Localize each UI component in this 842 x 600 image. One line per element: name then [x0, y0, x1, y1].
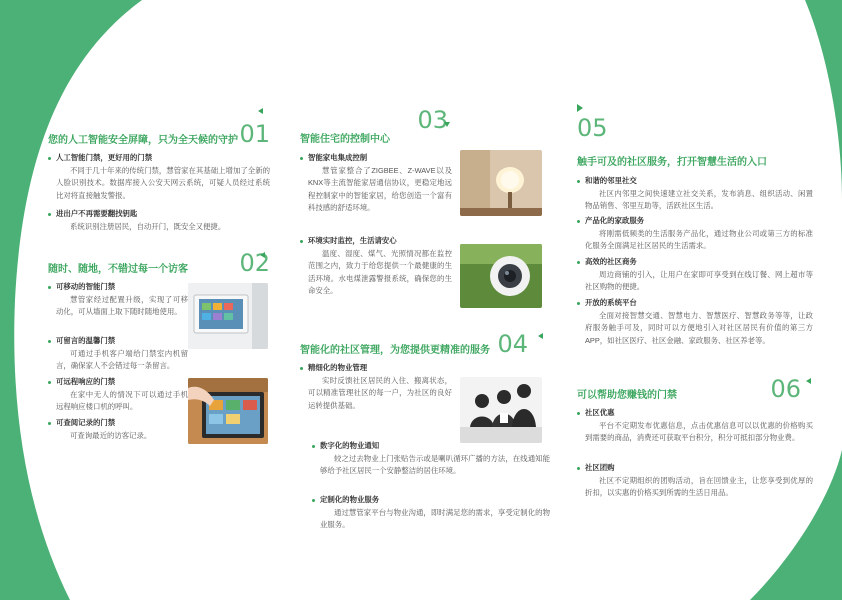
- triangle-marker: [258, 108, 263, 114]
- bullet-icon: [312, 445, 315, 448]
- list-item: [577, 175, 813, 213]
- section-number: 01: [239, 120, 270, 148]
- lamp-room-photo: [460, 150, 542, 216]
- item-title: 进出户不再需要翻找钥匙: [56, 209, 138, 218]
- list-item: [577, 297, 813, 347]
- item-title: 智能家电集成控制: [308, 153, 368, 162]
- section-number: 06: [770, 375, 801, 403]
- item-body: 将刚需低频类的生活服务产品化，通过物业公司或第三方的标准化服务全面满足社区居民的生活需求。: [585, 228, 813, 251]
- list-item: [577, 462, 813, 500]
- bullet-icon: [577, 261, 580, 264]
- item-body: 不同于几十年来的传统门禁，慧管家在其基础上增加了全新的人脸识别技术。数据库接入公安天网云系统，可疑人员经过系统比对将直接触发警报。: [56, 165, 270, 200]
- triangle-marker: [538, 333, 543, 339]
- hand-touch-screen-photo: [188, 378, 268, 444]
- bullet-icon: [48, 213, 51, 216]
- section-number: 05: [577, 114, 608, 142]
- item-title: 开放的系统平台: [585, 298, 637, 307]
- item-body: 社区内邻里之间快速建立社交关系，发布消息、组织活动、闲置物品销售、邻里互助等，活跃社区生活。: [585, 188, 813, 211]
- bullet-icon: [48, 381, 51, 384]
- bullet-icon: [300, 367, 303, 370]
- bullet-icon: [312, 499, 315, 502]
- triangle-marker: [806, 378, 811, 384]
- list-item: [48, 376, 188, 414]
- list-item: [48, 281, 188, 319]
- section-06-header: [577, 377, 801, 401]
- list-item: [48, 152, 270, 202]
- item-title: 高效的社区商务: [585, 257, 637, 266]
- item-title: 数字化的物业通知: [320, 441, 380, 450]
- triangle-marker: [260, 252, 265, 258]
- section-number: 02: [239, 249, 270, 277]
- item-body: 慧管家整合了ZIGBEE、Z-WAVE以及KNX等主流智能家居通信协议，更稳定地远程控制家中的智能家居，给您创造一个富有科技感的舒适环境。: [308, 165, 452, 213]
- section-01-header: [48, 122, 270, 146]
- item-body: 实时反馈社区居民的入住、搬离状态，可以精准管理社区的每一户，为社区的良好运转提供基础。: [308, 375, 452, 410]
- item-title: 可查阅记录的门禁: [56, 418, 116, 427]
- item-body: 系统识别注册居民，自动开门，既安全又便捷。: [70, 221, 226, 231]
- bullet-icon: [577, 302, 580, 305]
- item-title: 社区团购: [585, 463, 615, 472]
- section-title: 可以帮助您赚钱的门禁: [577, 390, 677, 401]
- list-item: [312, 494, 550, 532]
- section-number: 04: [497, 330, 528, 358]
- list-item: [300, 362, 452, 412]
- list-item: [312, 440, 550, 478]
- bullet-icon: [48, 286, 51, 289]
- section-02-header: [48, 251, 270, 275]
- item-body: 通过慧管家平台与物业沟通，即时满足您的需求，享受定制化的物业服务。: [320, 507, 550, 530]
- bullet-icon: [300, 157, 303, 160]
- list-item: [577, 256, 813, 294]
- item-title: 环境实时监控，生活请安心: [308, 236, 397, 245]
- section-03-num-row: [300, 108, 448, 132]
- item-title: 定制化的物业服务: [320, 495, 380, 504]
- list-item: [48, 417, 188, 442]
- section-number: 03: [417, 106, 448, 134]
- item-title: 和谐的邻里社交: [585, 176, 637, 185]
- section-title: 智能化的社区管理，为您提供更精准的服务: [300, 345, 490, 356]
- list-item: [300, 152, 452, 215]
- section-04-header: [300, 332, 528, 356]
- item-body: 周边商铺的引入，让用户在家即可享受到在线订餐、网上超市等社区购物的便捷。: [585, 269, 813, 292]
- item-title: 可远程响应的门禁: [56, 377, 116, 386]
- bullet-icon: [300, 240, 303, 243]
- item-body: 在家中无人的情况下可以通过手机远程响应楼口机的呼叫。: [56, 389, 188, 412]
- item-title: 社区优惠: [585, 408, 615, 417]
- smart-panel-photo: [188, 283, 268, 349]
- bullet-icon: [577, 180, 580, 183]
- list-item: [300, 235, 452, 298]
- item-title: 人工智能门禁，更好用的门禁: [56, 153, 153, 162]
- item-body: 社区不定期组织的团购活动，旨在回馈业主，让您享受到优厚的折扣，以实惠的价格买到所需的生活日用品。: [585, 475, 813, 498]
- item-title: 精细化的物业管理: [308, 363, 368, 372]
- item-body: 较之过去物业上门张贴告示或是喇叭循环广播的方法，在线通知能够给予社区居民一个安静整洁的居住环境。: [320, 453, 550, 476]
- list-item: [48, 208, 270, 233]
- list-item: [48, 335, 188, 373]
- item-body: 平台不定期发布优惠信息，点击优惠信息可以以优惠的价格购买到需要的商品，消费还可获取平台积分，积分可抵扣部分物业费。: [585, 420, 813, 443]
- list-item: [577, 407, 813, 445]
- section-title: 随时、随地，不错过每一个访客: [48, 264, 188, 275]
- bullet-icon: [48, 422, 51, 425]
- triangle-marker: [444, 122, 450, 127]
- item-title: 可留言的温馨门禁: [56, 336, 116, 345]
- item-title: 产品化的家政服务: [585, 216, 645, 225]
- item-body: 可查询最近的访客记录。: [70, 430, 152, 440]
- item-title: 可移动的智能门禁: [56, 282, 116, 291]
- camera-photo: [460, 244, 542, 308]
- bullet-icon: [48, 157, 51, 160]
- bullet-icon: [48, 340, 51, 343]
- section-title: 智能住宅的控制中心: [300, 134, 390, 145]
- office-staff-photo: [460, 377, 542, 443]
- triangle-marker: [577, 104, 583, 112]
- section-title: 触手可及的社区服务，打开智慧生活的入口: [577, 157, 767, 168]
- bullet-icon: [577, 220, 580, 223]
- item-body: 可通过手机客户端给门禁室内机留言，确保家人不会错过每一条留言。: [56, 348, 188, 371]
- item-body: 慧管家经过配置升级，实现了可移动化，可从墙面上取下随时随地使用。: [56, 294, 188, 317]
- item-body: 温度、湿度、煤气、光照情况都在监控范围之内，致力于给您提供一个最健康的生活环境。水电煤泄露警报系统，确保您的生命安全。: [308, 248, 452, 296]
- section-title: 您的人工智能安全屏障，只为全天候的守护: [48, 135, 238, 146]
- list-item: [577, 215, 813, 253]
- item-body: 全面对接智慧交通、智慧电力、智慧医疗、智慧政务等等，让政府服务触手可及，同时可以方便地引入对社区居民有价值的第三方APP，如社区医疗、社区金融、家政服务、社区养老等。: [585, 310, 813, 345]
- bullet-icon: [577, 412, 580, 415]
- bullet-icon: [577, 467, 580, 470]
